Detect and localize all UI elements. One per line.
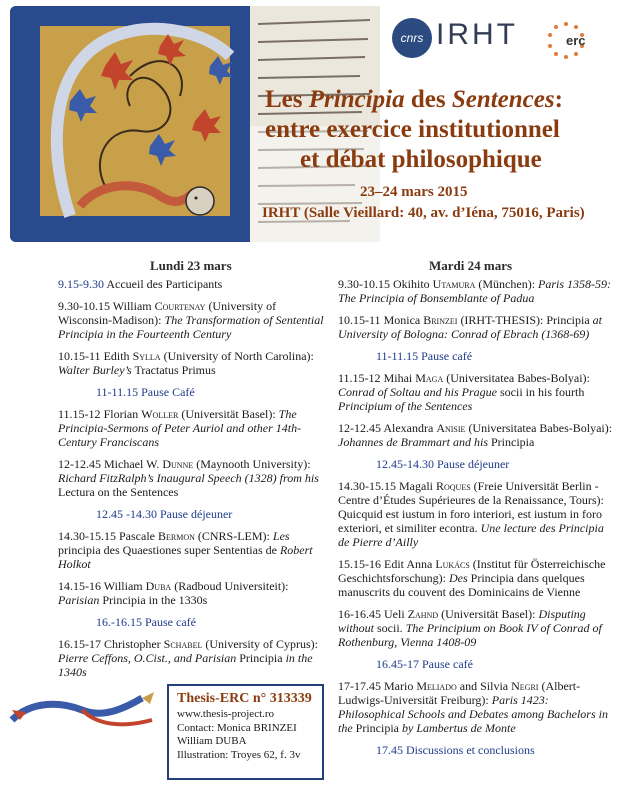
list-item: 16-16.45 Ueli Zahnd (Universität Basel): Disputing without socii. The Principium on Book IV of Conrad of Rothenburg, Vienna 1408-09: [338, 607, 602, 649]
day1-program: [58, 277, 326, 687]
list-item: 10.15-11 Monica Brinzei (IRHT-THESIS): Principia at University of Bologna: Conrad of Ebrach (1368-69): [338, 313, 602, 341]
irht-logo: IRHT: [436, 18, 518, 51]
thesis-contact-2: William DUBA: [177, 735, 247, 747]
list-item: 15.15-16 Edit Anna Lukács (Institut für Österreichische Geschichtsforschung): Des Principia dans quelques manuscrits du couvent des Dominicains de Vienne: [338, 557, 606, 599]
title-line-3: et débat philosophique: [300, 146, 542, 173]
list-item: 14.30-15.15 Pascale Bermon (CNRS-LEM): Les principia des Quaestiones super Sententias de Robert Holkot: [58, 529, 313, 571]
list-item: 12-12.45 Michael W. Dunne (Maynooth University): Richard FitzRalph’s Inaugural Speech (1328) from his Lectura on the Sentences: [58, 457, 319, 499]
break-item: 12.45-14.30 Pause déjeuner: [376, 457, 510, 471]
day1-heading: Lundi 23 mars: [150, 258, 232, 273]
event-venue: IRHT (Salle Vieillard: 40, av. d’Iéna, 75016, Paris): [262, 205, 585, 221]
thesis-illustration-credit: Illustration: Troyes 62, f. 3v: [177, 748, 301, 761]
list-item: 10.15-11 Edith Sylla (University of North Carolina): Walter Burley’s Tractatus Primus: [58, 349, 314, 377]
title-line-1: Les Principia des Sentences:: [265, 86, 563, 113]
list-item: 11.15-12 Florian Woller (Universität Basel): The Principia-Sermons of Peter Auriol and other 14th-Century Franciscans: [58, 407, 302, 449]
list-item: 12-12.45 Alexandra Anisie (Universitatea Babes-Bolyai): Johannes de Brammart and his Principia: [338, 421, 613, 449]
break-item: 16.-16.15 Pause café: [96, 615, 196, 629]
thesis-info-box: [167, 684, 324, 780]
list-item: 14.15-16 William Duba (Radboud Universiteit): Parisian Principia in the 1330s: [58, 579, 289, 607]
break-item: 12.45 -14.30 Pause déjeuner: [96, 507, 233, 521]
cnrs-logo: cnrs: [392, 18, 432, 58]
list-item: 11.15-12 Mihai Maga (Universitatea Babes-Bolyai): Conrad of Soltau and his Prague socii in his fourth Principium of the Sentences: [338, 371, 590, 413]
thesis-title: Thesis-ERC n° 313339: [177, 691, 312, 706]
list-item: 14.30-15.15 Magali Roques (Freie Universität Berlin - Centre d’Études Supérieures de la Renaissance, Tours): Quicquid est iustum in foro interiori, est iustum in foro exteriori, et similiter econtra. Une lecture des Principia de Pierre d’Ailly: [338, 479, 604, 549]
event-dates: 23–24 mars 2015: [360, 184, 468, 200]
break-item: 16.45-17 Pause café: [376, 657, 473, 671]
break-item: 11-11.15 Pause Café: [96, 385, 195, 399]
day2-heading: Mardi 24 mars: [429, 258, 513, 273]
list-item: 17-17.45 Mario Meliado and Silvia Negri (Albert-Ludwigs-Universität Freiburg): Paris 1423: Philosophical Schools and Debates among Bachelors in the Principia by Lambertus de Monte: [338, 679, 608, 735]
illuminated-initial: [10, 6, 266, 242]
list-item: 9.30-10.15 Okihito Utamura (München): Paris 1358-59: The Principia of Bonsemblante of Padua: [338, 277, 612, 305]
list-item: 9.15-9.30 Accueil des Participants: [58, 277, 223, 291]
break-item: 17.45 Discussions et conclusions: [376, 743, 535, 757]
list-item: 16.15-17 Christopher Schabel (University of Cyprus): Pierre Ceffons, O.Cist., and Parisian Principia in the 1340s: [58, 637, 319, 679]
break-item: 11-11.15 Pause café: [376, 349, 473, 363]
title-line-2: entre exercice institutionnel: [265, 116, 560, 143]
day2-program: [338, 277, 614, 765]
thesis-contact: Contact: Monica BRINZEI: [177, 721, 297, 734]
dragon-illustration: [2, 680, 162, 742]
erc-logo: erc: [566, 33, 586, 48]
list-item: 9.30-10.15 William Courtenay (University of Wisconsin-Madison): The Transformation of Sentential Principia in the Fourteenth Century: [58, 299, 324, 341]
thesis-url[interactable]: www.thesis-project.ro: [177, 708, 275, 720]
